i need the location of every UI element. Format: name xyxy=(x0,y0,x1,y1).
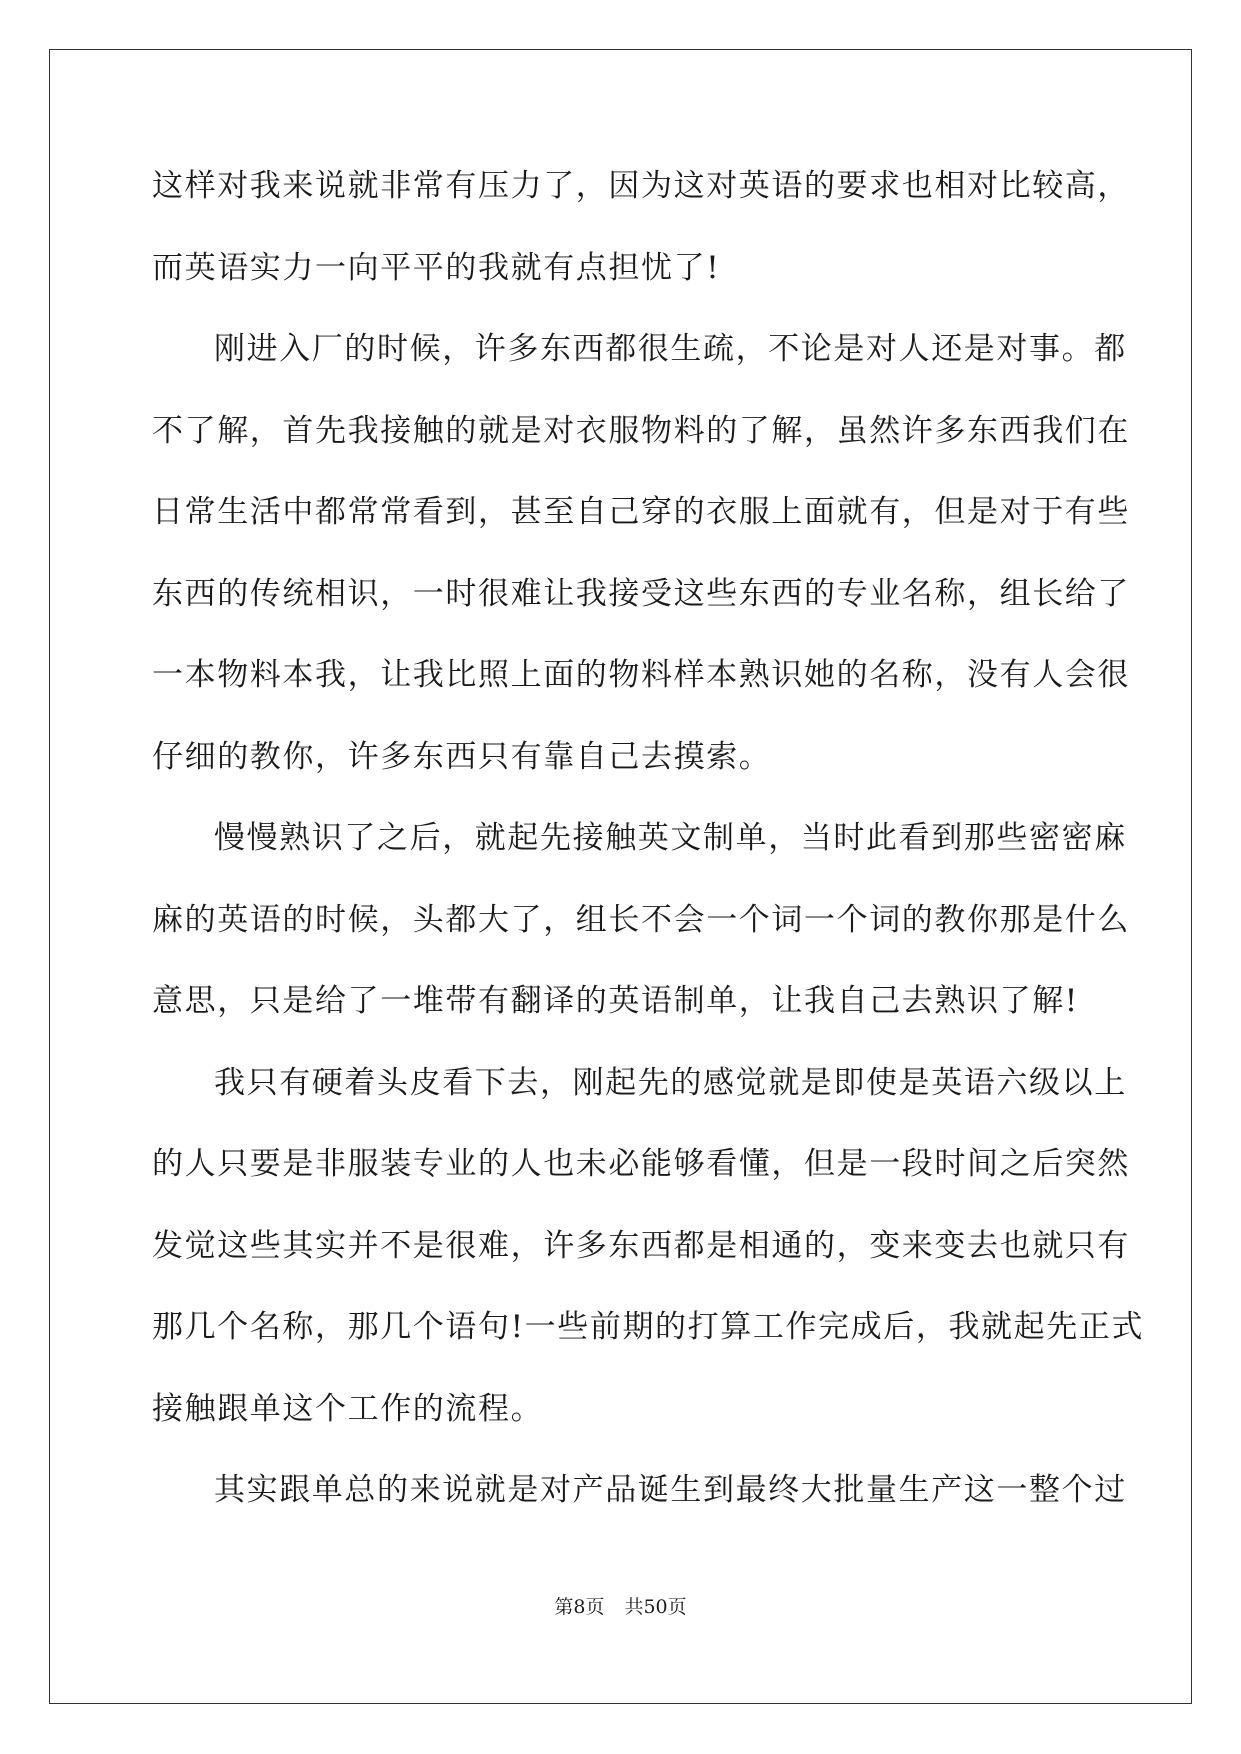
page-footer xyxy=(0,1592,1241,1619)
text-line: 而英语实力一向平平的我就有点担忧了! xyxy=(152,249,721,286)
text-line: 这样对我来说就非常有压力了，因为这对英语的要求也相对比较高， xyxy=(152,168,1130,204)
paragraph-start-line: 其实跟单总的来说就是对产品诞生到最终大批量生产这一整个过 xyxy=(214,1472,1127,1508)
text-line: 的人只要是非服装专业的人也未必能够看懂，但是一段时间之后突然 xyxy=(152,1146,1130,1182)
text-line: 那几个名称，那几个语句!一些前期的打算工作完成后，我就起先正式 xyxy=(152,1309,1145,1345)
paragraph-start-line: 刚进入厂的时候，许多东西都很生疏，不论是对人还是对事。都 xyxy=(214,331,1127,367)
paragraph-start-line: 我只有硬着头皮看下去，刚起先的感觉就是即使是英语六级以上 xyxy=(214,1064,1127,1101)
text-line: 仔细的教你，许多东西只有靠自己去摸索。 xyxy=(152,738,772,775)
text-line: 一本物料本我，让我比照上面的物料样本熟识她的名称，没有人会很 xyxy=(152,657,1130,693)
paragraph-start-line: 慢慢熟识了之后，就起先接触英文制单，当时此看到那些密密麻 xyxy=(214,820,1127,856)
text-line: 麻的英语的时候，头都大了，组长不会一个词一个词的教你那是什么 xyxy=(152,901,1130,938)
text-line: 发觉这些其实并不是很难，许多东西都是相通的，变来变去也就只有 xyxy=(152,1227,1130,1264)
page-number: 第8页 xyxy=(554,1596,605,1618)
text-line: 意思，只是给了一堆带有翻译的英语制单，让我自己去熟识了解! xyxy=(152,983,1079,1019)
total-pages: 共50页 xyxy=(624,1596,687,1618)
text-line: 日常生活中都常常看到，甚至自己穿的衣服上面就有，但是对于有些 xyxy=(152,494,1130,530)
text-line: 东西的传统相识，一时很难让我接受这些东西的专业名称，组长给了 xyxy=(152,575,1130,612)
text-line: 不了解，首先我接触的就是对衣服物料的了解，虽然许多东西我们在 xyxy=(152,412,1130,449)
text-line: 接触跟单这个工作的流程。 xyxy=(152,1390,544,1427)
document-body xyxy=(152,166,1145,1552)
